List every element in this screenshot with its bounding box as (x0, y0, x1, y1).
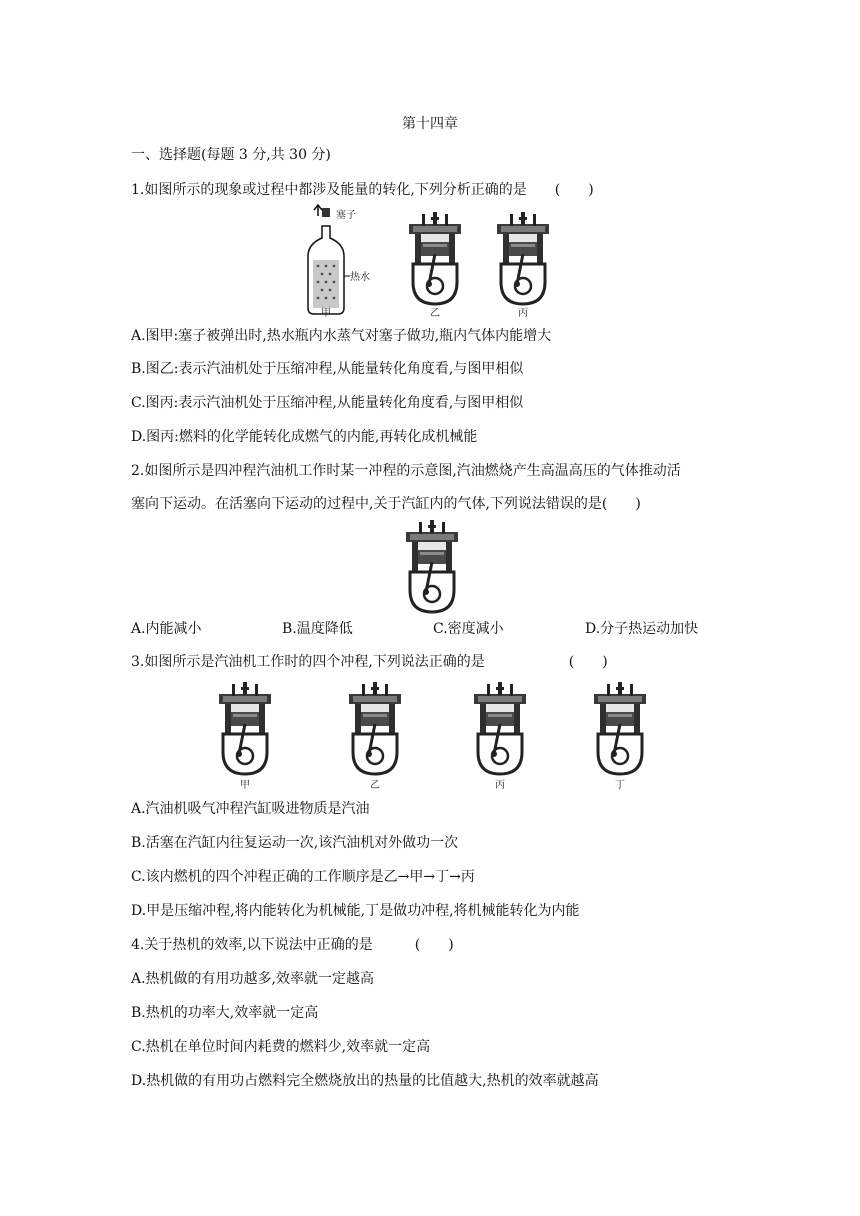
engine-figure-yi (409, 212, 461, 304)
engine-figure-bing (497, 212, 549, 304)
caption-yi: 乙 (370, 780, 380, 791)
q3-figure (200, 678, 660, 794)
q3-stem: 3.如图所示是汽油机工作时的四个冲程,下列说法正确的是 ( ) (131, 654, 608, 670)
q3-option-c: C.该内燃机的四个冲程正确的工作顺序是乙→甲→丁→丙 (131, 869, 475, 885)
engine-figure-bing (474, 682, 526, 774)
q2-option-a: A.内能减小 (131, 621, 202, 637)
q1-option-a: A.图甲:塞子被弹出时,热水瓶内水蒸气对塞子做功,瓶内气体内能增大 (131, 328, 552, 344)
caption-bing: 丙 (495, 780, 505, 791)
engine-figure-ding (594, 682, 646, 774)
q3-option-b: B.活塞在汽缸内往复运动一次,该汽油机对外做功一次 (131, 835, 459, 851)
caption-jia: 甲 (321, 308, 331, 319)
q1-option-b: B.图乙:表示汽油机处于压缩冲程,从能量转化角度看,与图甲相似 (131, 361, 524, 377)
q4-option-a: A.热机做的有用功越多,效率就一定越高 (131, 971, 375, 987)
chapter-title: 第十四章 (402, 116, 458, 132)
caption-ding: 丁 (615, 780, 625, 791)
thermos-bottle-figure (308, 205, 370, 314)
caption-jia: 甲 (240, 780, 250, 791)
q4-option-b: B.热机的功率大,效率就一定高 (131, 1005, 319, 1021)
q2-stem-line2: 塞向下运动。在活塞向下运动的过程中,关于汽缸内的气体,下列说法错误的是( ) (131, 496, 641, 512)
q2-option-c: C.密度减小 (433, 621, 504, 637)
q1-option-d: D.图丙:燃料的化学能转化成燃气的内能,再转化成机械能 (131, 429, 478, 445)
q1-figure (300, 204, 560, 320)
engine-figure-jia (219, 682, 271, 774)
hot-water-label: 热水 (350, 272, 370, 283)
q1-stem: 1.如图所示的现象或过程中都涉及能量的转化,下列分析正确的是 ( ) (131, 182, 594, 198)
engine-figure-yi (349, 682, 401, 774)
caption-yi: 乙 (430, 308, 440, 319)
plug-label: 塞子 (336, 210, 356, 221)
q3-option-d: D.甲是压缩冲程,将内能转化为机械能,丁是做功冲程,将机械能转化为内能 (131, 903, 580, 919)
q3-option-a: A.汽油机吸气冲程汽缸吸进物质是汽油 (131, 801, 370, 817)
q4-option-d: D.热机做的有用功占燃料完全燃烧放出的热量的比值越大,热机的效率就越高 (131, 1073, 599, 1089)
q2-option-d: D.分子热运动加快 (585, 621, 699, 637)
caption-bing: 丙 (518, 308, 528, 319)
q2-engine-figure (402, 520, 462, 614)
q1-option-c: C.图丙:表示汽油机处于压缩冲程,从能量转化角度看,与图甲相似 (131, 395, 524, 411)
q2-option-b: B.温度降低 (282, 621, 353, 637)
q4-stem: 4.关于热机的效率,以下说法中正确的是 ( ) (131, 937, 454, 953)
q4-option-c: C.热机在单位时间内耗费的燃料少,效率就一定高 (131, 1039, 431, 1055)
q2-stem-line1: 2.如图所示是四冲程汽油机工作时某一冲程的示意图,汽油燃烧产生高温高压的气体推动活 (131, 463, 681, 479)
section-heading: 一、选择题(每题 3 分,共 30 分) (131, 147, 331, 163)
